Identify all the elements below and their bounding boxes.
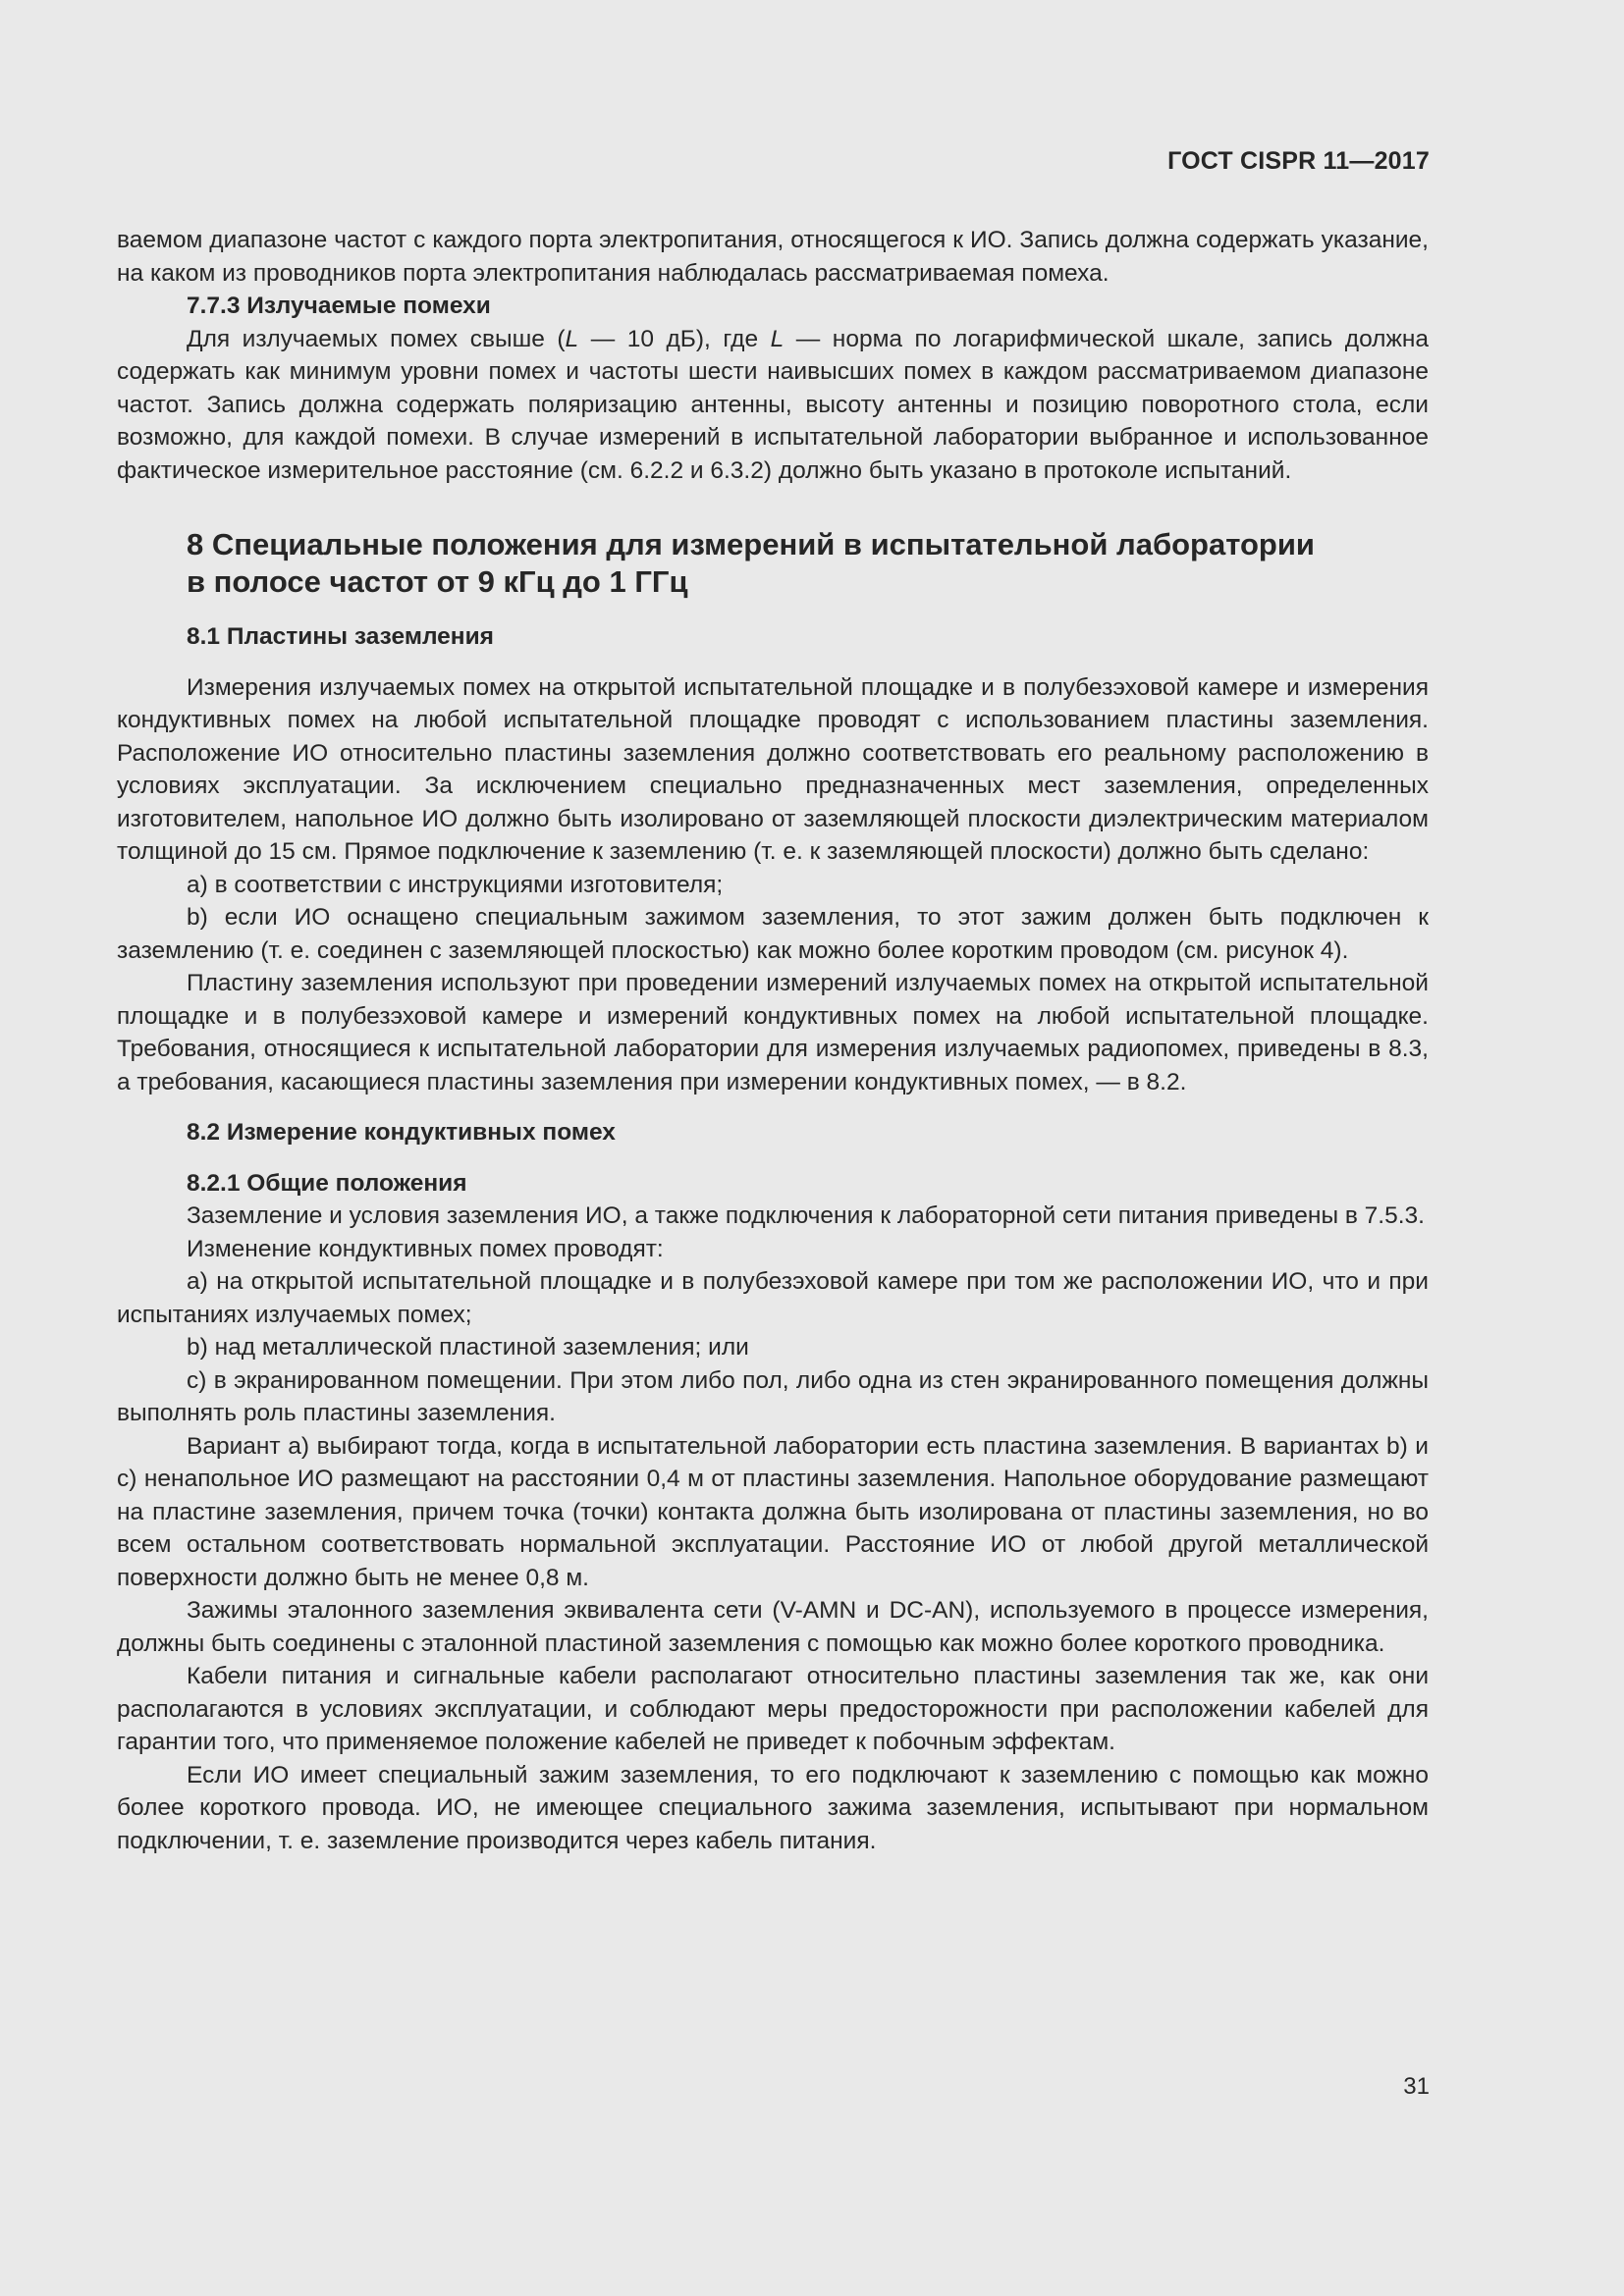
section-8-1-item-a: a) в соответствии с инструкциями изготовителя;	[187, 871, 724, 898]
section-8-2-1-title: 8.2.1 Общие положения	[187, 1169, 467, 1197]
section-8-1-item-b: b) если ИО оснащено специальным зажимом заземления, то этот зажим должен быть подключен к заземлению (т. е. соединен с заземляющей плоскостью) как можно более коротким проводом (см. рисунок 4).	[117, 904, 1429, 964]
section-8-2-1-paragraph-6: Если ИО имеет специальный зажим заземления, то его подключают к заземлению с помощью как можно более короткого провода. ИО, не имеющее специального зажима заземления, испытывают при нормальном подключении, т. е. заземление производится через кабель питания.	[117, 1761, 1429, 1854]
section-8-2-1-item-c: c) в экранированном помещении. При этом либо пол, либо одна из стен экранированного помещения должны выполнять роль пластины заземления.	[117, 1366, 1429, 1426]
section-8-2-1-paragraph-4: Зажимы эталонного заземления эквивалента сети (V-AMN и DC-AN), используемого в процессе измерения, должны быть соединены с эталонной пластиной заземления с помощью как можно более короткого проводника.	[117, 1597, 1429, 1657]
section-8-1-paragraph-2: Пластину заземления используют при проведении измерений излучаемых помех на открытой испытательной площадке и в полубезэховой камере и измерений кондуктивных помех на любой испытательной площадке. Требования, относящиеся к испытательной лаборатории для измерения излучаемых радиопомех, приведены в 8.3, а требования, касающиеся пластины заземления при измерении кондуктивных помех, — в 8.2.	[117, 970, 1429, 1095]
section-7-7-3-paragraph: Для излучаемых помех свыше (L — 10 дБ), где L — норма по логарифмической шкале, запись должна содержать как минимум уровни помех и частоты шести наивысших помех в каждом рассматриваемом диапазоне частот. Запись должна содержать поляризацию антенны, высоту антенны и позицию поворотного стола, если возможно, для каждой помехи. В случае измерений в испытательной лаборатории выбранное и использованное фактическое измерительное расстояние (см. 6.2.2 и 6.3.2) должно быть указано в протоколе испытаний.	[117, 325, 1429, 484]
section-8-2-1-paragraph-1: Заземление и условия заземления ИО, а также подключения к лабораторной сети питания приведены в 7.5.3.	[187, 1202, 1425, 1229]
section-8-1-title: 8.1 Пластины заземления	[187, 623, 494, 650]
section-8-1-paragraph-1: Измерения излучаемых помех на открытой испытательной площадке и в полубезэховой камере и измерения кондуктивных помех на любой испытательной площадке проводят с использованием пластины заземления. Расположение ИО относительно пластины заземления должно соответствовать его реальному расположению в условиях эксплуатации. За исключением специально предназначенных мест заземления, определенных изготовителем, напольное ИО должно быть изолировано от заземляющей плоскости диэлектрическим материалом толщиной до 15 см. Прямое подключение к заземлению (т. е. к заземляющей плоскости) должно быть сделано:	[117, 673, 1429, 865]
standard-header: ГОСТ CISPR 11—2017	[1167, 147, 1430, 175]
page-number: 31	[1403, 2073, 1430, 2100]
section-7-7-3-title: 7.7.3 Излучаемые помехи	[187, 293, 491, 319]
section-8-2-1-paragraph-2: Изменение кондуктивных помех проводят:	[187, 1235, 664, 1262]
continuation-paragraph: ваемом диапазоне частот с каждого порта электропитания, относящегося к ИО. Запись должна содержать указание, на каком из проводников порта электропитания наблюдалась рассматриваемая помеха.	[117, 227, 1429, 287]
page-content	[117, 224, 1429, 1857]
section-8-2-title: 8.2 Измерение кондуктивных помех	[187, 1119, 616, 1146]
section-8-2-1-paragraph-5: Кабели питания и сигнальные кабели располагают относительно пластины заземления так же, как они располагаются в условиях эксплуатации, и соблюдают меры предосторожности при расположении кабелей для гарантии того, что применяемое положение кабелей не приведет к побочным эффектам.	[117, 1663, 1429, 1755]
section-8-2-1-item-a: a) на открытой испытательной площадке и в полубезэховой камере при том же расположении ИО, что и при испытаниях излучаемых помех;	[117, 1268, 1429, 1328]
section-8-title: 8 Специальные положения для измерений в испытательной лаборатории в полосе частот от 9 кГц до 1 ГГц	[187, 527, 1315, 599]
section-8-2-1-paragraph-3: Вариант а) выбирают тогда, когда в испытательной лаборатории есть пластина заземления. В вариантах b) и c) ненапольное ИО размещают на расстоянии 0,4 м от пластины заземления. Напольное оборудование размещают на пластине заземления, причем точка (точки) контакта должна быть изолирована от пластины заземления, но во всем остальном соответствовать нормальной эксплуатации. Расстояние ИО от любой другой металлической поверхности должно быть не менее 0,8 м.	[117, 1432, 1429, 1591]
section-8-2-1-item-b: b) над металлической пластиной заземления; или	[187, 1334, 749, 1361]
